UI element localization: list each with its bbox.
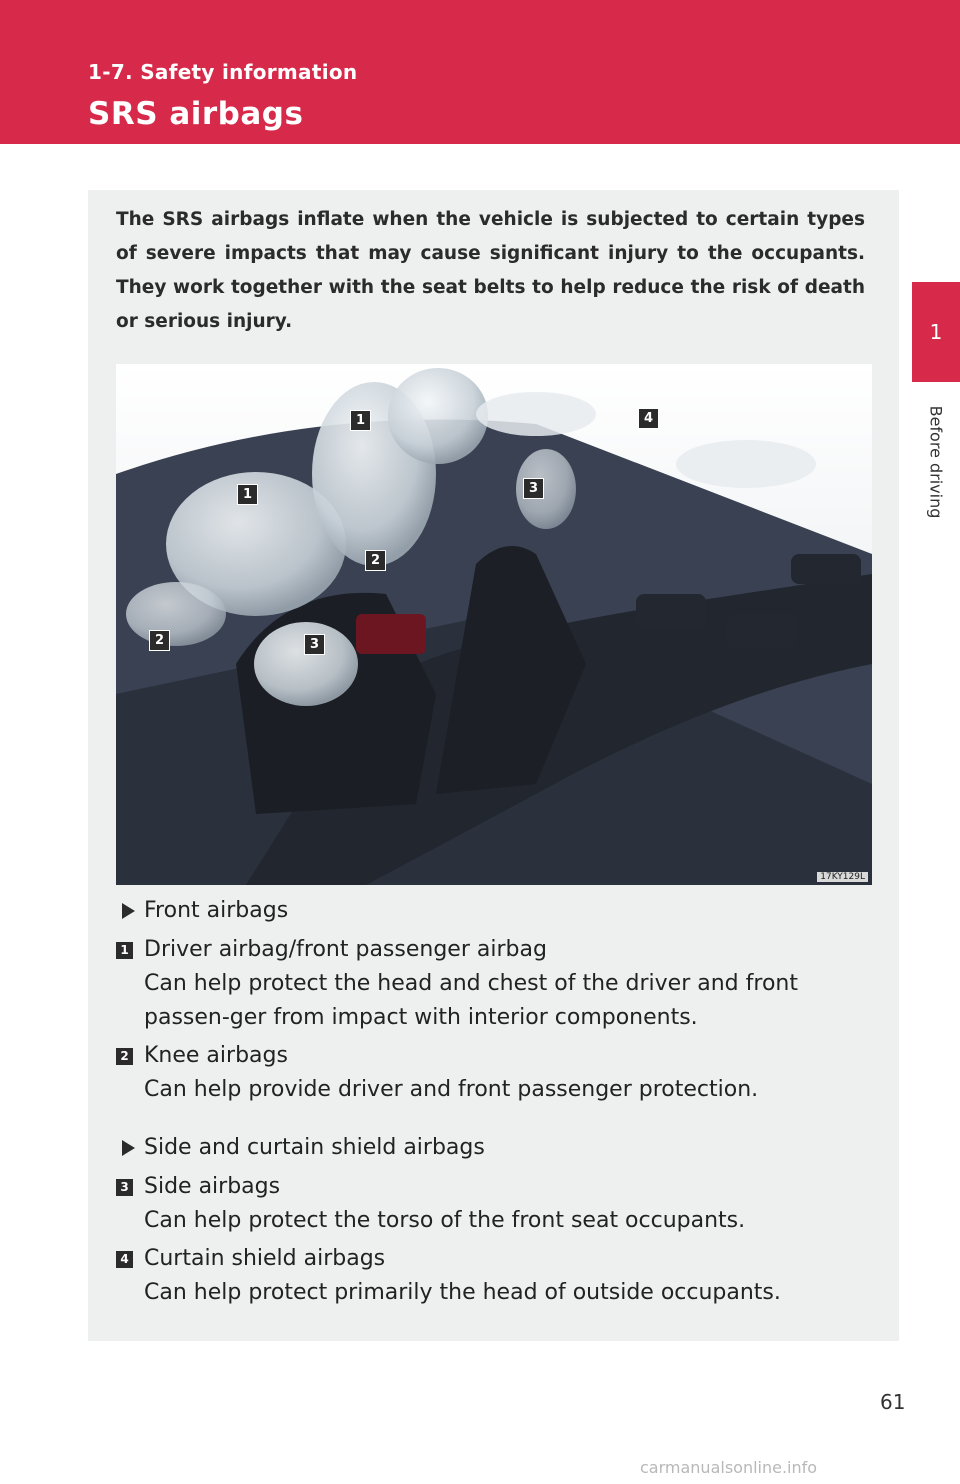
list-item bbox=[116, 1242, 876, 1310]
item-title: Side airbags bbox=[144, 1174, 281, 1199]
callout-4-curtain: 4 bbox=[638, 408, 659, 429]
section-title: 1-7. Safety information bbox=[88, 60, 358, 84]
item-title: Driver airbag/front passenger airbag bbox=[144, 937, 547, 962]
group-side-curtain-airbags bbox=[116, 1131, 876, 1310]
number-badge: 1 bbox=[116, 942, 133, 959]
number-badge: 2 bbox=[116, 1048, 133, 1065]
page-title: SRS airbags bbox=[88, 96, 304, 132]
number-badge: 3 bbox=[116, 1179, 133, 1196]
intro-paragraph: The SRS airbags inflate when the vehicle is subjected to certain types of severe impacts that may cause significant injury to the occupants. They work together with the seat belts to help reduce the risk of death or serious injury. bbox=[116, 209, 865, 332]
item-description: Can help provide driver and front passenger protection. bbox=[144, 1077, 759, 1102]
arrow-icon bbox=[122, 1140, 135, 1156]
watermark: carmanualsonline.info bbox=[640, 1458, 818, 1477]
callout-3-driver-side: 3 bbox=[304, 634, 325, 655]
item-description: Can help protect primarily the head of outside occupants. bbox=[144, 1280, 781, 1305]
item-title: Knee airbags bbox=[144, 1043, 288, 1068]
list-item bbox=[116, 933, 876, 1035]
item-description: Can help protect the head and chest of the driver and front passen-ger from impact with interior components. bbox=[144, 971, 798, 1030]
callout-3-passenger-side: 3 bbox=[523, 478, 544, 499]
list-item bbox=[116, 1039, 876, 1107]
chapter-label: Before driving bbox=[926, 405, 946, 519]
airbag-list bbox=[116, 894, 876, 1310]
list-item bbox=[116, 1170, 876, 1238]
item-title: Curtain shield airbags bbox=[144, 1246, 386, 1271]
car-interior-drawing bbox=[116, 364, 872, 885]
number-badge: 4 bbox=[116, 1251, 133, 1268]
callout-2-driver-knee: 2 bbox=[149, 630, 170, 651]
figure-code: 17KY129L bbox=[817, 872, 868, 882]
group-heading: Front airbags bbox=[116, 894, 876, 928]
callout-2-passenger-knee: 2 bbox=[365, 550, 386, 571]
page-header bbox=[0, 0, 960, 144]
page-number: 61 bbox=[880, 1390, 906, 1414]
airbag-illustration bbox=[116, 364, 872, 885]
callout-1-driver: 1 bbox=[237, 484, 258, 505]
group-front-airbags bbox=[116, 894, 876, 1107]
callout-1-passenger: 1 bbox=[350, 410, 371, 431]
group-heading: Side and curtain shield airbags bbox=[116, 1131, 876, 1165]
chapter-tab: 1 bbox=[912, 282, 960, 382]
item-description: Can help protect the torso of the front seat occupants. bbox=[144, 1208, 746, 1233]
arrow-icon bbox=[122, 903, 135, 919]
